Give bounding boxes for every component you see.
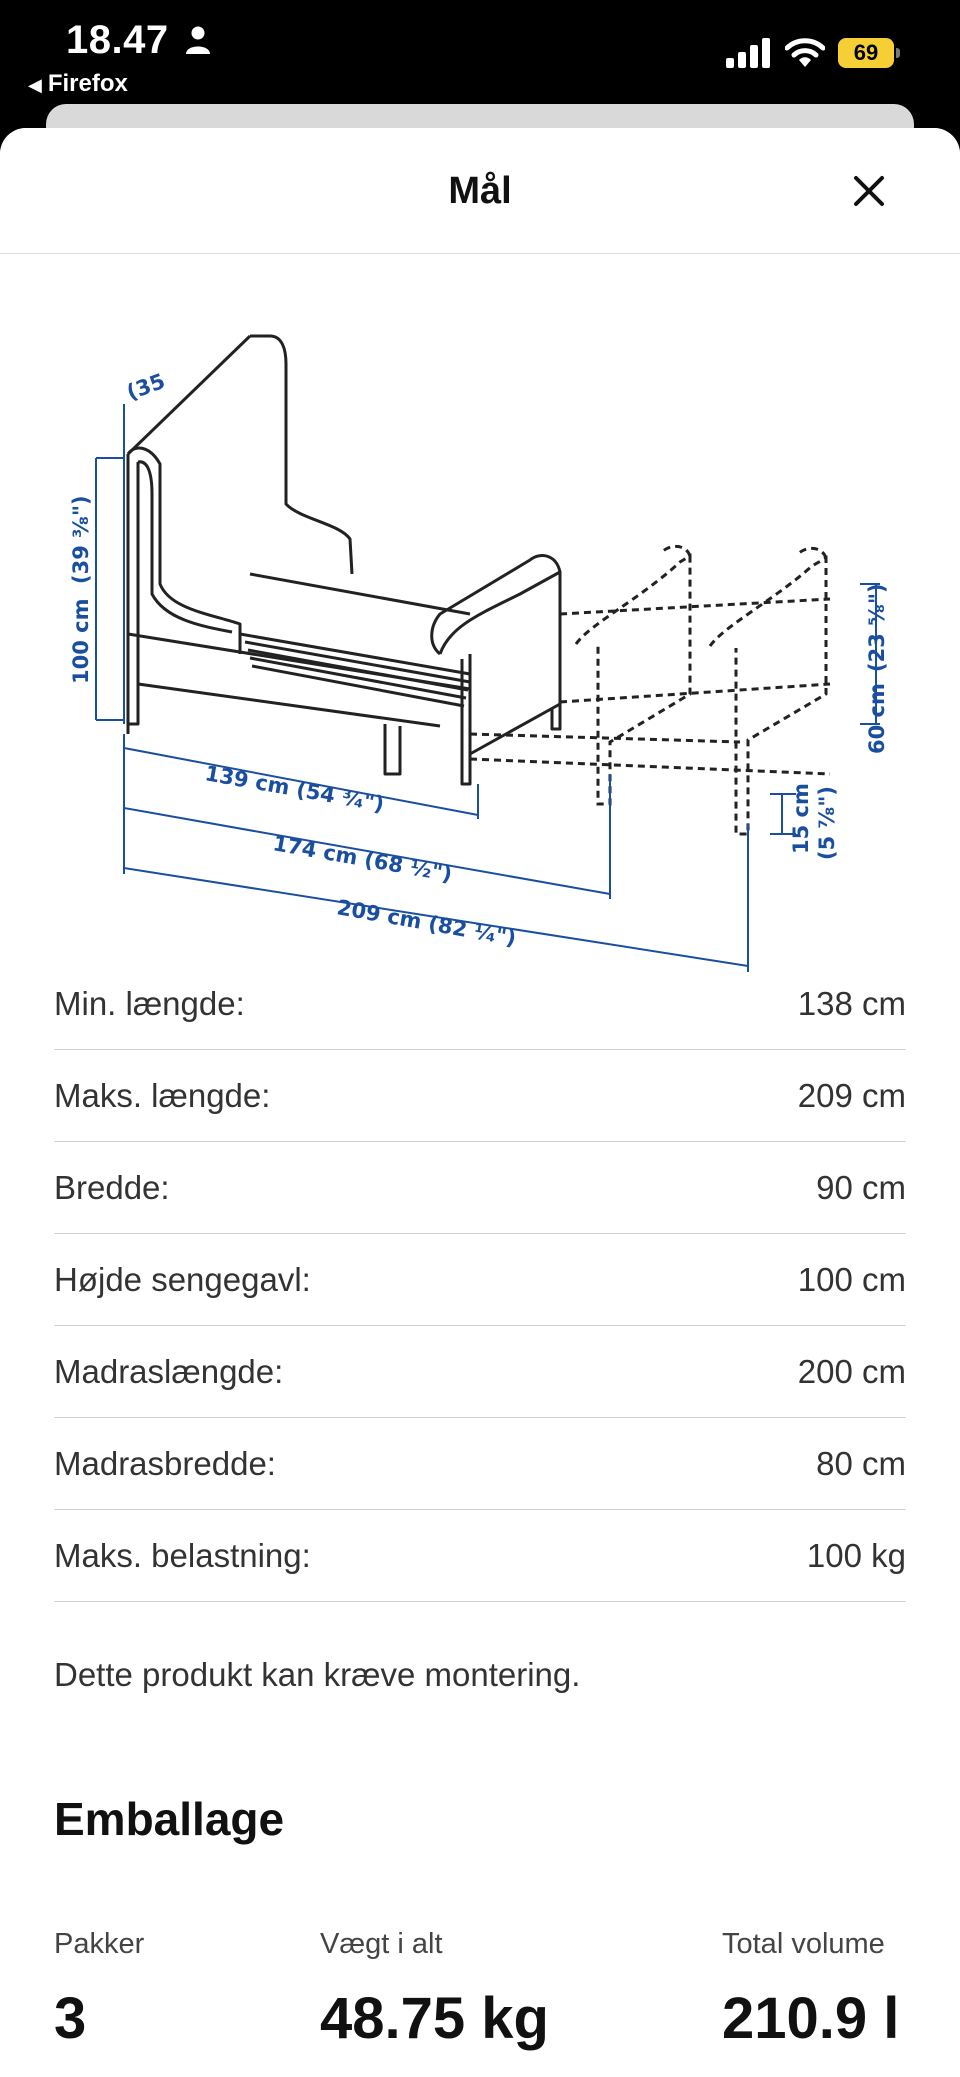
dimension-value: 209 cm (797, 1076, 906, 1114)
dimension-value: 90 cm (816, 1168, 906, 1206)
packages-value: 3 (54, 1986, 87, 2051)
weight-label: Vægt i alt (320, 1928, 443, 1960)
dimension-value: 100 kg (806, 1536, 906, 1574)
length-short-label: 139 cm (54 ³⁄₄") (203, 761, 386, 817)
back-to-app-link[interactable] (28, 70, 128, 98)
battery-indicator: 69 (838, 38, 894, 68)
dimension-row (54, 1510, 906, 1602)
cellular-signal-icon (726, 38, 772, 68)
dimension-row (54, 1234, 906, 1326)
status-time: 18.47 (66, 18, 169, 62)
dimensions-sheet (0, 128, 960, 2077)
packaging-heading: Emballage (54, 1793, 285, 1845)
dimension-label: Min. længde: (54, 984, 245, 1022)
weight-value: 48.75 kg (320, 1986, 549, 2051)
dimension-row (54, 1326, 906, 1418)
depth-label-fragment: (35 (123, 368, 169, 405)
length-long-label: 209 cm (82 ¹⁄₄") (335, 895, 518, 951)
volume-value: 210.9 l (722, 1986, 900, 2051)
headboard-height-metric: 100 cm (69, 598, 93, 684)
bed-dimension-diagram (0, 254, 960, 984)
sheet-title: Mål (448, 170, 512, 212)
packages-count (54, 1928, 144, 2052)
sheet-header (0, 128, 960, 254)
dimension-value: 80 cm (816, 1444, 906, 1482)
dimension-row (54, 1418, 906, 1510)
dimension-label: Maks. belastning: (54, 1536, 311, 1574)
person-icon (184, 25, 212, 55)
bed-drawing (128, 336, 560, 784)
dimensions-table (54, 958, 906, 1602)
end-height-imperial: (23 ⁵⁄₈") (865, 583, 889, 672)
status-bar (0, 0, 960, 110)
dimension-label: Højde sengegavl: (54, 1260, 311, 1298)
dimension-value: 200 cm (797, 1352, 906, 1390)
dimension-row (54, 1142, 906, 1234)
dimension-row (54, 958, 906, 1050)
back-arrow-icon: ◀ (28, 75, 42, 95)
leg-height-metric: 15 cm (789, 783, 813, 854)
dimension-label: Madrasbredde: (54, 1444, 276, 1482)
total-volume (722, 1928, 899, 2052)
dimension-label: Maks. længde: (54, 1076, 271, 1114)
dimension-label: Bredde: (54, 1168, 170, 1206)
assembly-note: Dette produkt kan kræve montering. (54, 1656, 581, 1693)
length-mid-label: 174 cm (68 ¹⁄₂") (271, 831, 454, 887)
extension-drawing (470, 546, 830, 834)
dimension-label: Madraslængde: (54, 1352, 284, 1390)
dimension-lines (96, 404, 880, 972)
wifi-icon (785, 36, 825, 68)
volume-label: Total volume (722, 1928, 885, 1960)
end-height-metric: 60 cm (865, 683, 889, 754)
close-icon[interactable] (846, 168, 892, 214)
packages-label: Pakker (54, 1928, 145, 1960)
dimension-value: 138 cm (797, 984, 906, 1022)
leg-height-imperial: (5 ⁷⁄₈") (815, 786, 839, 860)
total-weight (320, 1928, 549, 2052)
dimension-value: 100 cm (797, 1260, 906, 1298)
back-app-label: Firefox (47, 70, 128, 97)
dimension-row (54, 1050, 906, 1142)
headboard-height-imperial: (39 ³⁄₈") (69, 495, 93, 584)
